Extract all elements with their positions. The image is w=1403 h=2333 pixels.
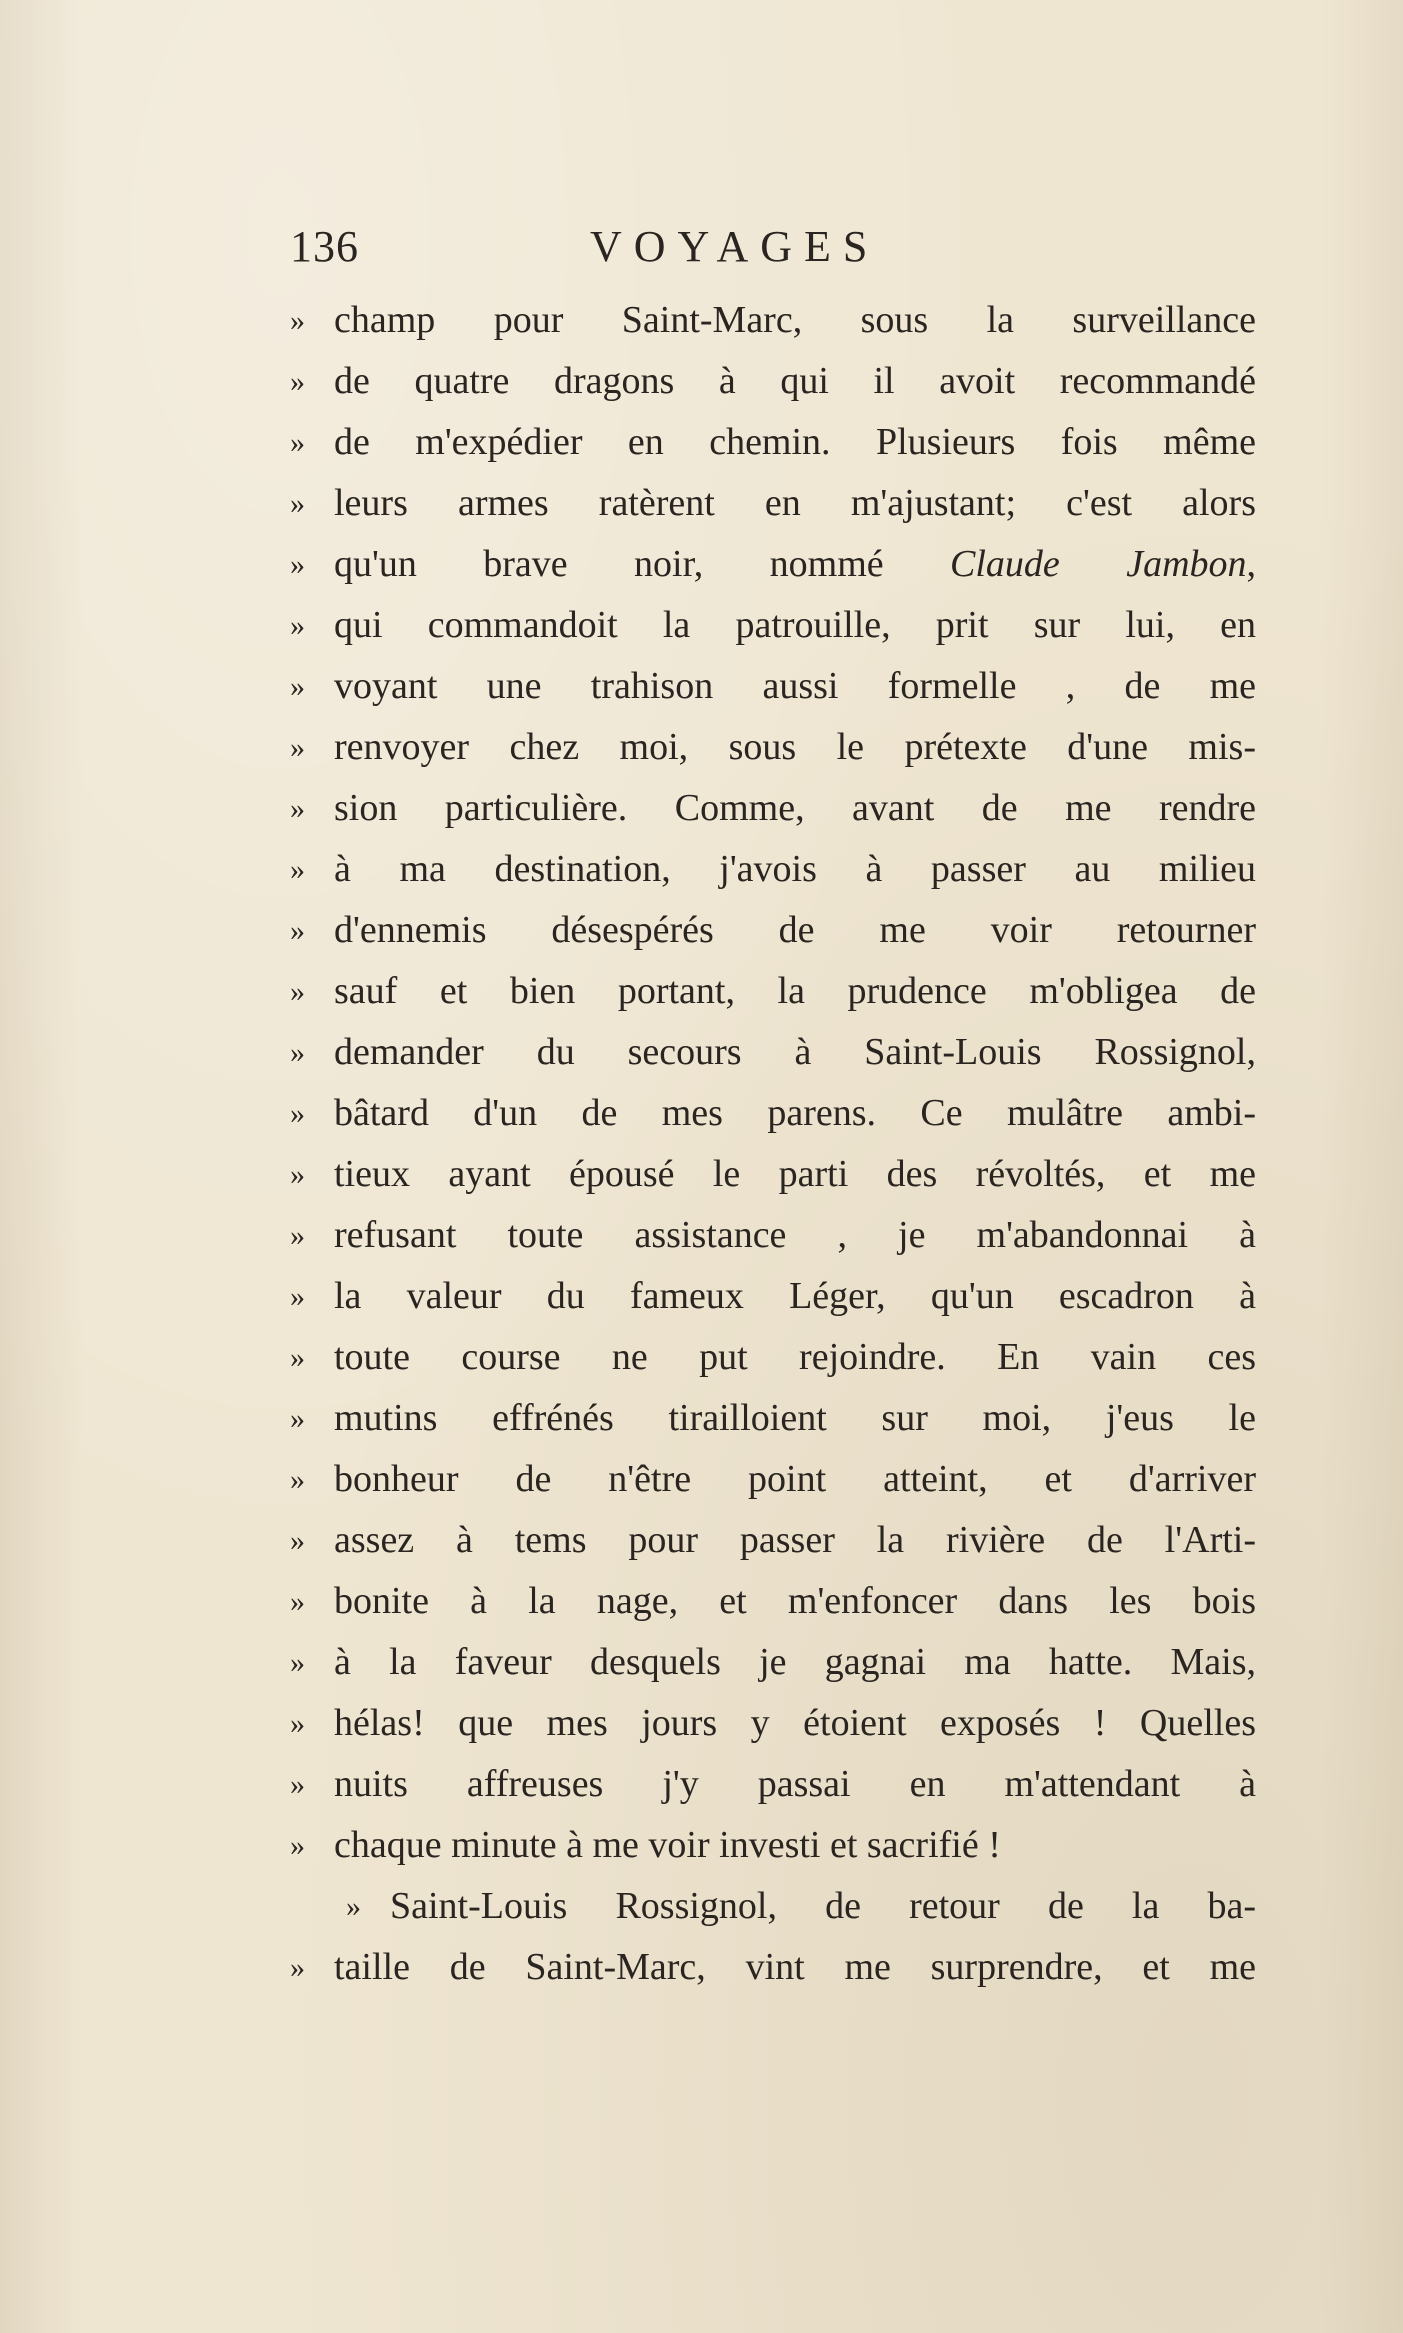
text-line [290,595,1256,656]
quote-mark: » [290,1829,305,1862]
text-line [290,1144,1256,1205]
quote-mark: » [290,426,305,459]
page-number: 136 [290,222,359,271]
quote-mark: » [290,853,305,886]
quote-mark: » [290,1707,305,1740]
quote-mark: » [290,1158,305,1191]
text-line [290,1449,1256,1510]
quote-mark: » [290,1646,305,1679]
quote-mark: » [290,304,305,337]
running-title: VOYAGES [590,222,880,271]
line-text: chaque minute à me voir investi et sacrifié ! [334,1824,1001,1866]
quote-mark: » [290,792,305,825]
quote-mark: » [290,1097,305,1130]
line-text: sion particulière. Comme, avant de me rendre [334,787,1256,829]
line-text: de m'expédier en chemin. Plusieurs fois même [334,421,1256,463]
quote-mark: » [290,1036,305,1069]
quote-mark: » [290,1219,305,1252]
quote-mark: » [290,365,305,398]
text-line [290,1388,1256,1449]
text-line [290,1083,1256,1144]
line-text: refusant toute assistance , je m'abandonnai à [334,1214,1256,1256]
quote-mark: » [290,1341,305,1374]
text-line [290,351,1256,412]
text-line [290,534,1256,595]
text-line [290,961,1256,1022]
quote-mark: » [346,1890,361,1923]
line-text: bonheur de n'être point atteint, et d'arriver [334,1458,1256,1500]
quote-mark: » [290,1524,305,1557]
line-text: mutins effrénés tirailloient sur moi, j'eus le [334,1397,1256,1439]
line-text: de quatre dragons à qui il avoit recommandé [334,360,1256,402]
line-text: voyant une trahison aussi formelle , de me [334,665,1256,707]
line-text: la valeur du fameux Léger, qu'un escadron à [334,1275,1256,1317]
line-text: bonite à la nage, et m'enfoncer dans les bois [334,1580,1256,1622]
line-text: leurs armes ratèrent en m'ajustant; c'est alors [334,482,1256,524]
line-text: sauf et bien portant, la prudence m'obligea de [334,970,1256,1012]
line-text: hélas! que mes jours y étoient exposés ! Quelles [334,1702,1256,1744]
body-text [290,290,1256,1998]
text-line [290,900,1256,961]
text-line [290,1327,1256,1388]
line-text: champ pour Saint-Marc, sous la surveillance [334,299,1256,341]
text-line [290,1754,1256,1815]
quote-mark: » [290,731,305,764]
line-text: à la faveur desquels je gagnai ma hatte. Mais, [334,1641,1256,1683]
quote-mark: » [290,914,305,947]
line-text: toute course ne put rejoindre. En vain ces [334,1336,1256,1378]
line-text: taille de Saint-Marc, vint me surprendre, et me [334,1946,1256,1988]
text-line [290,473,1256,534]
text-line [290,1510,1256,1571]
line-text: tieux ayant épousé le parti des révoltés, et me [334,1153,1256,1195]
text-line [290,412,1256,473]
quote-mark: » [290,1585,305,1618]
quote-mark: » [290,1402,305,1435]
quote-mark: » [290,1951,305,1984]
quote-mark: » [290,1768,305,1801]
text-line [290,839,1256,900]
text-line [290,778,1256,839]
text-line [290,656,1256,717]
text-line [290,1632,1256,1693]
line-text: d'ennemis désespérés de me voir retourner [334,909,1256,951]
line-text: demander du secours à Saint-Louis Rossignol, [334,1031,1256,1073]
text-line [290,1022,1256,1083]
text-line [290,717,1256,778]
text-line [290,1205,1256,1266]
text-line [290,1266,1256,1327]
line-text-roman: qu'un brave noir, nommé [334,543,884,585]
line-text: assez à tems pour passer la rivière de l'Arti- [334,1519,1256,1561]
quote-mark: » [290,975,305,1008]
running-head [290,212,1290,282]
quote-mark: » [290,548,305,581]
quote-mark: » [290,1463,305,1496]
line-text: Saint-Louis Rossignol, de retour de la ba- [390,1885,1256,1927]
quote-mark: » [290,609,305,642]
text-line [290,1815,1256,1876]
quote-mark: » [290,670,305,703]
line-text: renvoyer chez moi, sous le prétexte d'une mis- [334,726,1256,768]
line-text: qui commandoit la patrouille, prit sur lui, en [334,604,1256,646]
person-name-italic: Claude Jambon [950,543,1247,585]
text-line-paragraph-start [290,1876,1256,1937]
text-line [290,290,1256,351]
quote-mark: » [290,1280,305,1313]
quote-mark: » [290,487,305,520]
text-line [290,1937,1256,1998]
line-text-punct: , [1246,543,1257,585]
line-text: à ma destination, j'avois à passer au milieu [334,848,1256,890]
line-text: bâtard d'un de mes parens. Ce mulâtre ambi- [334,1092,1256,1134]
line-text: nuits affreuses j'y passai en m'attendant à [334,1763,1256,1805]
text-line [290,1571,1256,1632]
line-text-mixed [334,534,1256,595]
text-line [290,1693,1256,1754]
